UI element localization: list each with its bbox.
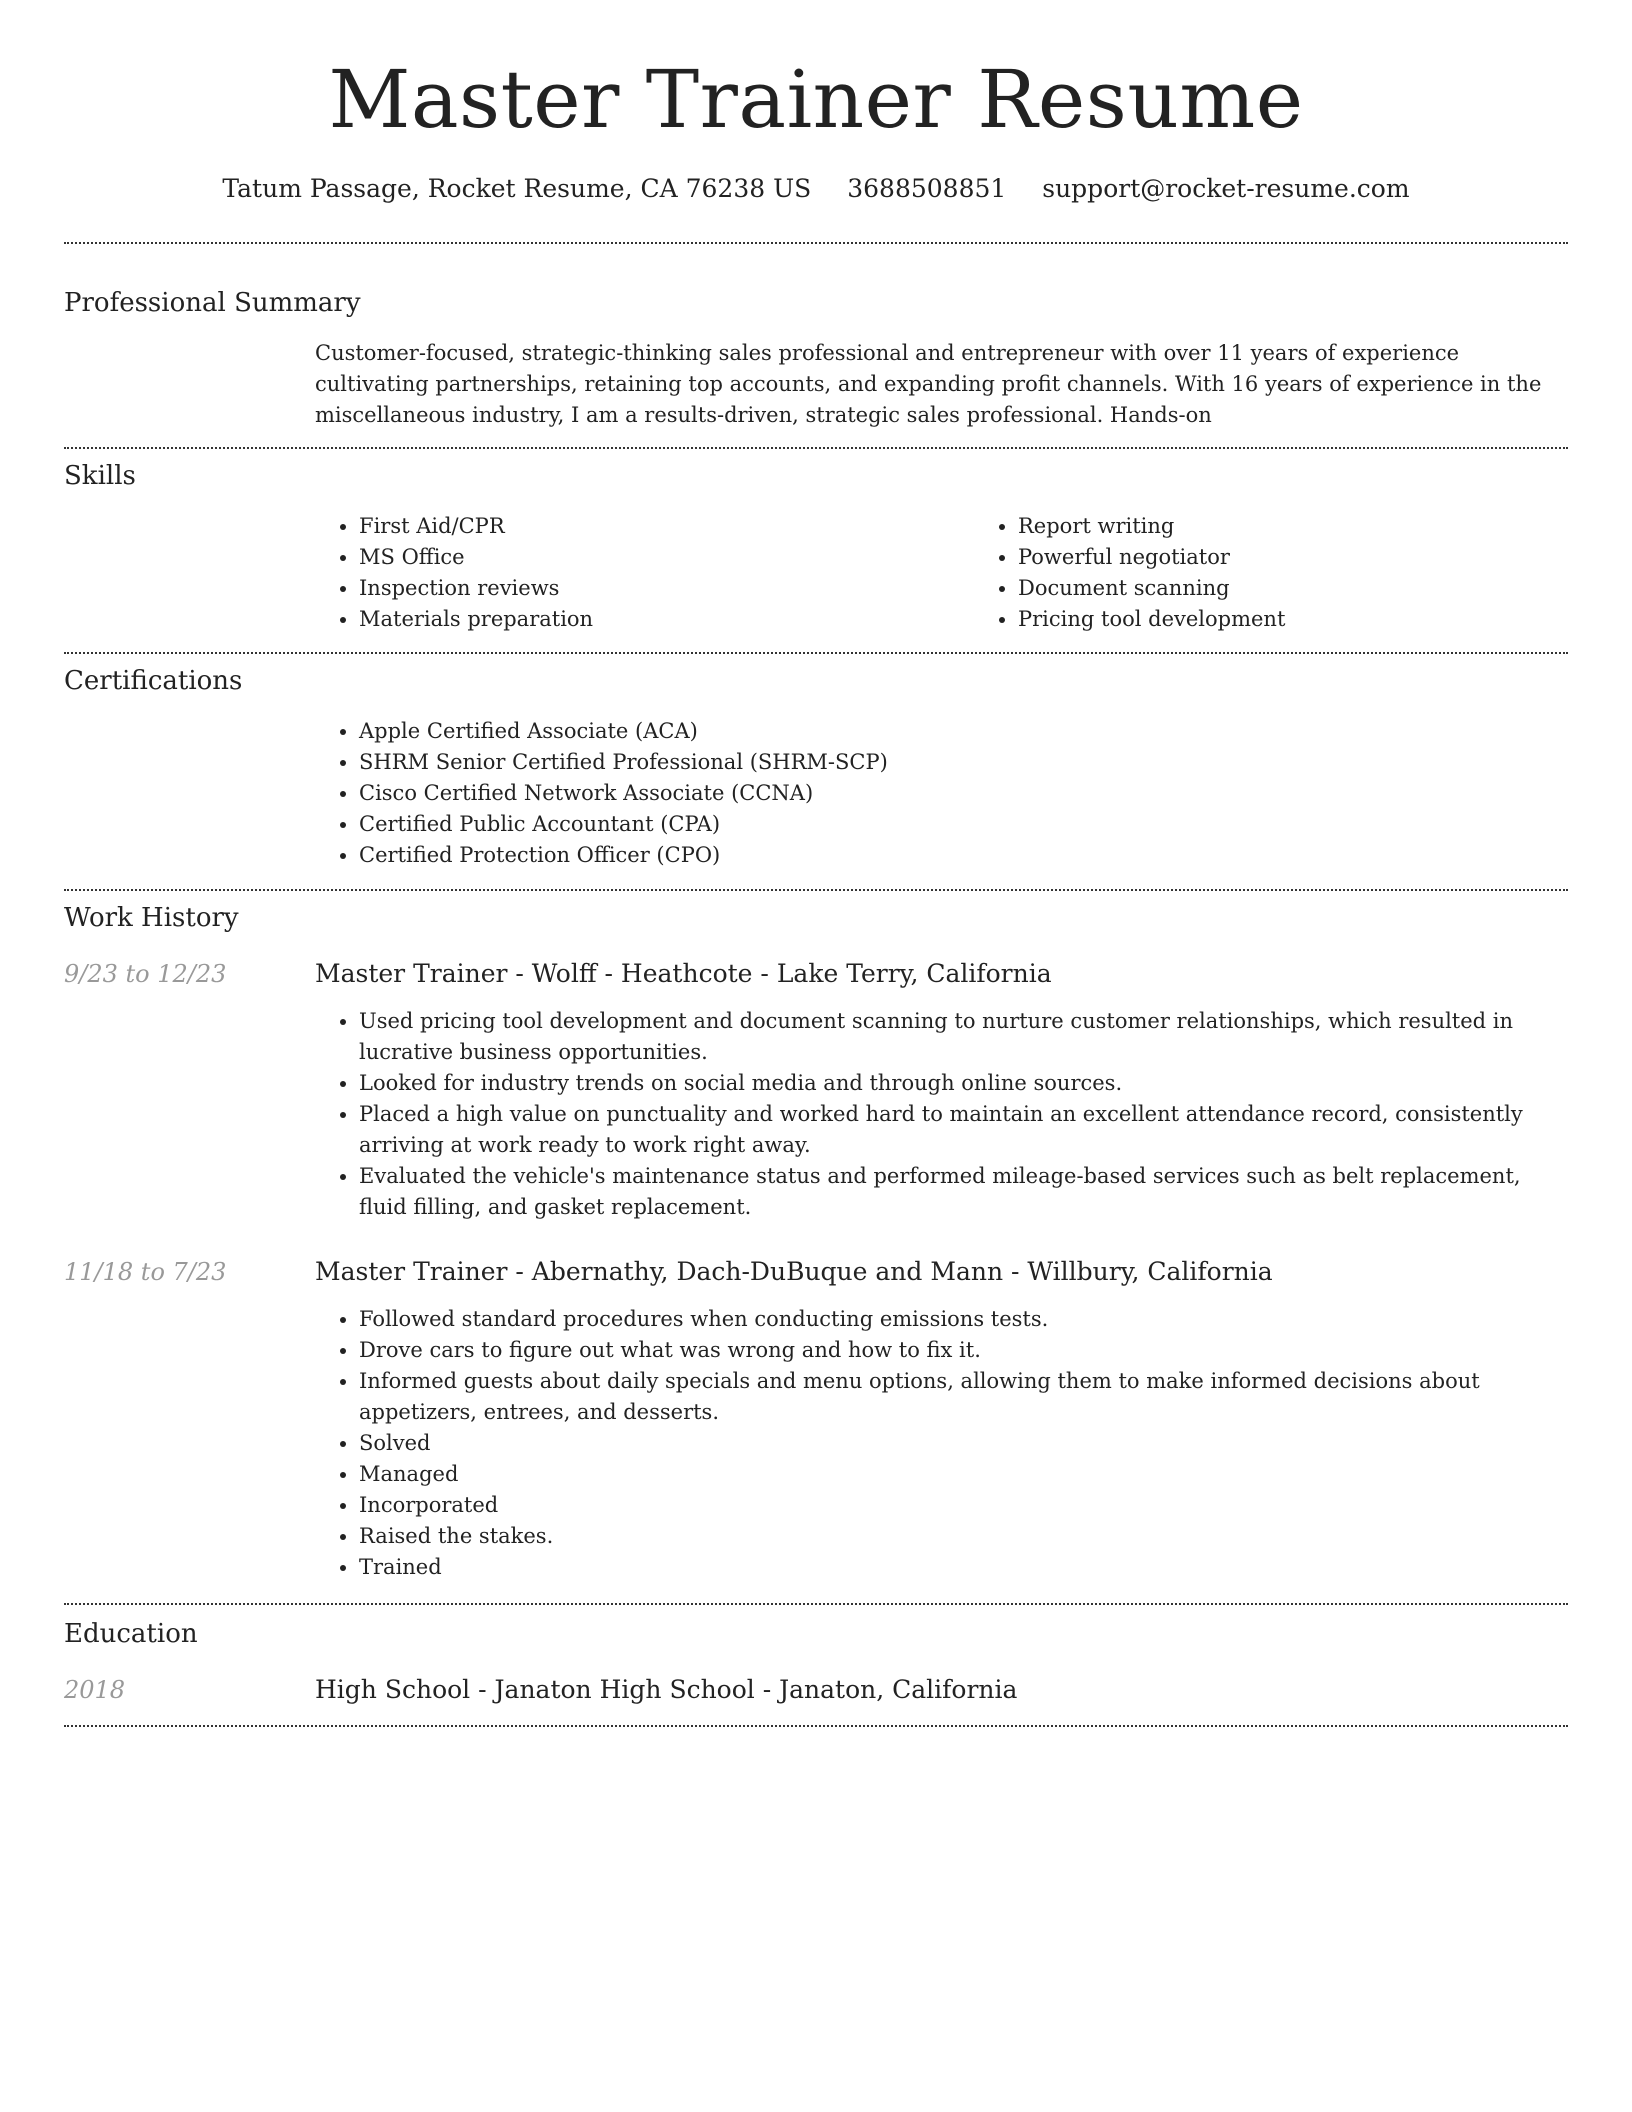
skill-item: • Powerful negotiator — [1018, 542, 1632, 573]
resume-title: Master Trainer Resume — [328, 53, 1304, 146]
resume-page — [64, 0, 1568, 1727]
certification-item: • Certified Protection Officer (CPO) — [359, 840, 1568, 871]
certifications-section — [64, 664, 1568, 871]
divider — [64, 242, 1568, 244]
education-title: High School - Janaton High School - Janaton, California — [315, 1675, 1018, 1704]
divider — [64, 889, 1568, 891]
skill-item: • Pricing tool development — [1018, 604, 1632, 635]
work-history-heading: Work History — [64, 903, 239, 933]
job-bullet: • Evaluated the vehicle's maintenance status and performed mileage-based services such as belt replacement, fluid filling, and gasket replacement. — [359, 1161, 1568, 1223]
skills-heading: Skills — [64, 461, 136, 491]
certifications-list — [315, 716, 1568, 871]
job-bullets — [315, 1006, 1568, 1223]
contact-address: Tatum Passage, Rocket Resume, CA 76238 US — [222, 174, 812, 203]
contact-line — [64, 172, 1568, 206]
job-title: Master Trainer - Abernathy, Dach-DuBuque and Mann - Willbury, California — [315, 1257, 1273, 1286]
job-entry — [64, 957, 1568, 1223]
skill-item: • Document scanning — [1018, 573, 1632, 604]
certifications-heading: Certifications — [64, 666, 243, 696]
skills-list-right — [974, 511, 1632, 635]
skill-item: • MS Office — [359, 542, 974, 573]
education-heading: Education — [64, 1619, 198, 1649]
job-bullet: • Drove cars to figure out what was wrong and how to fix it. — [359, 1335, 1568, 1366]
job-dates: 11/18 to 7/23 — [64, 1258, 227, 1286]
contact-phone: 3688508851 — [847, 174, 1007, 203]
divider — [64, 1725, 1568, 1727]
certification-item: • SHRM Senior Certified Professional (SHRM-SCP) — [359, 747, 1568, 778]
summary-section — [64, 286, 1568, 431]
job-title: Master Trainer - Wolff - Heathcote - Lake Terry, California — [315, 959, 1052, 988]
certification-item: • Apple Certified Associate (ACA) — [359, 716, 1568, 747]
skill-item: • Inspection reviews — [359, 573, 974, 604]
job-bullet: • Looked for industry trends on social media and through online sources. — [359, 1068, 1568, 1099]
job-entry — [64, 1255, 1568, 1583]
summary-heading: Professional Summary — [64, 288, 361, 318]
divider — [64, 1603, 1568, 1605]
job-bullet: • Solved — [359, 1428, 1568, 1459]
education-section — [64, 1617, 1568, 1707]
skills-section — [64, 459, 1568, 635]
job-bullet: • Trained — [359, 1552, 1568, 1583]
education-date: 2018 — [64, 1676, 126, 1704]
job-dates: 9/23 to 12/23 — [64, 960, 227, 988]
summary-text: Customer-focused, strategic-thinking sales professional and entrepreneur with over 11 years of experience cultivating partnerships, retaining top accounts, and expanding profit channels. With 16 years of experience in the miscellaneous industry, I am a results-driven, strategic sales professional. Hands-on — [315, 341, 1542, 427]
skills-list-left — [315, 511, 974, 635]
skill-item: • Materials preparation — [359, 604, 974, 635]
certification-item: • Cisco Certified Network Associate (CCNA) — [359, 778, 1568, 809]
job-bullet: • Followed standard procedures when conducting emissions tests. — [359, 1304, 1568, 1335]
divider — [64, 447, 1568, 449]
job-bullets — [315, 1304, 1568, 1583]
job-bullet: • Raised the stakes. — [359, 1521, 1568, 1552]
work-history-section — [64, 901, 1568, 1583]
job-bullet: • Informed guests about daily specials and menu options, allowing them to make informed decisions about appetizers, entrees, and desserts. — [359, 1366, 1568, 1428]
job-bullet: • Placed a high value on punctuality and worked hard to maintain an excellent attendance record, consistently arriving at work ready to work right away. — [359, 1099, 1568, 1161]
skill-item: • Report writing — [1018, 511, 1632, 542]
certification-item: • Certified Public Accountant (CPA) — [359, 809, 1568, 840]
contact-email: support@rocket-resume.com — [1042, 174, 1410, 203]
job-bullet: • Incorporated — [359, 1490, 1568, 1521]
skill-item: • First Aid/CPR — [359, 511, 974, 542]
divider — [64, 652, 1568, 654]
job-bullet: • Managed — [359, 1459, 1568, 1490]
education-entry — [64, 1673, 1568, 1707]
job-bullet: • Used pricing tool development and document scanning to nurture customer relationships, which resulted in lucrative business opportunities. — [359, 1006, 1568, 1068]
